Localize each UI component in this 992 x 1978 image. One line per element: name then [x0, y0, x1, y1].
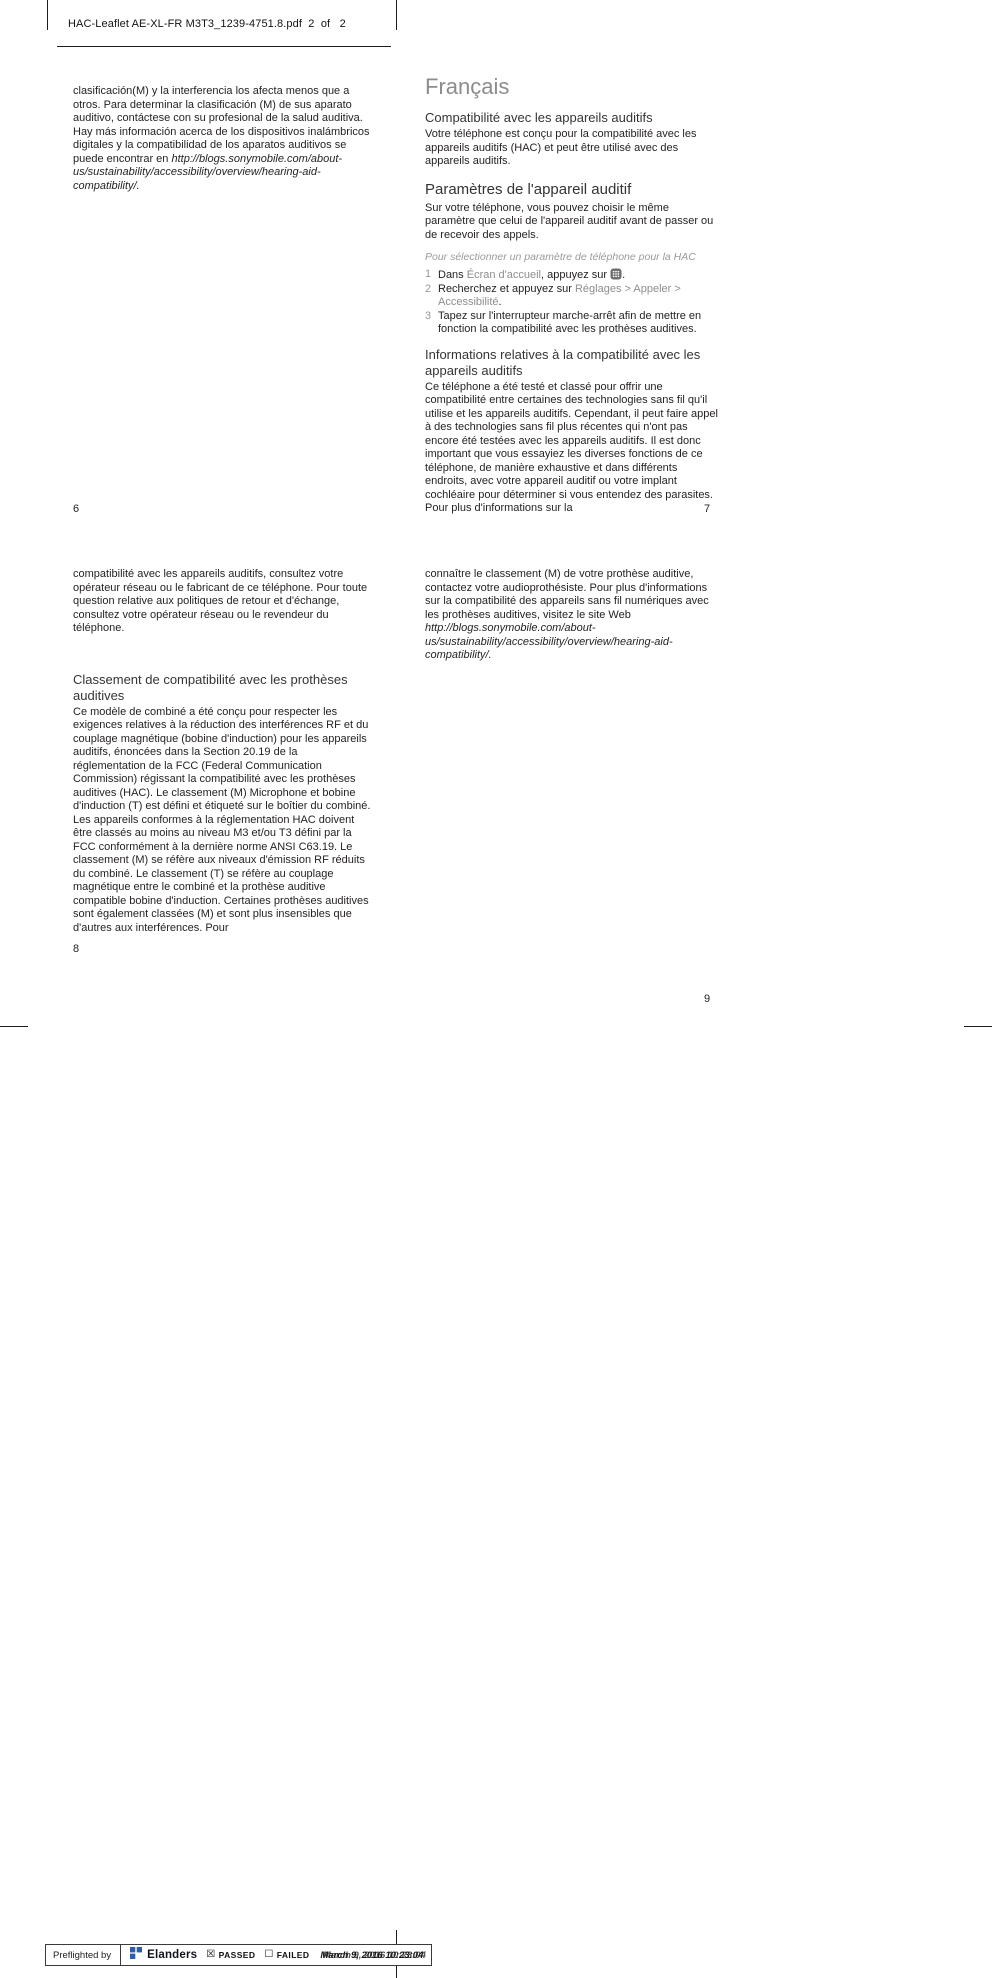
- paragraph: Ce modèle de combiné a été conçu pour respecter les exigences relatives à la réduction des interférences RF et du couplage magnétique (bobine d'induction) pour les appareils auditifs, énoncées dans la Section 20.19 de la réglementation de la FCC (Federal Communication Commission) régissant la compatibilité avec les prothèses auditives (HAC). Le classement (M) Microphone et bobine d'induction (T) est défini et étiqueté sur le boîtier du combiné. Les appareils conformes à la réglementation HAC doivent être classés au moins au niveau M3 et/ou T3 défini par la FCC conformément à la dernière norme ANSI C63.19. Le classement (M) se réfère aux niveaux d'émission RF réduits du combiné. Le classement (T) se réfère au couplage magnétique entre le combiné et la prothèse auditive compatible bobine d'induction. Certaines prothèses auditives sont également classées (M) et sont plus insensibles que d'autres aux interférences. Pour: [73, 705, 371, 934]
- page-number-7: 7: [704, 503, 711, 515]
- crop-mark-top-center: [396, 0, 397, 30]
- paragraph: [425, 568, 721, 663]
- crop-mark-mid-right: [964, 1026, 992, 1027]
- page-number-8: 8: [73, 943, 80, 955]
- preflight-footer: [45, 1944, 432, 1966]
- elanders-logo-icon: [130, 1946, 143, 1964]
- menu-path: Réglages > Appeler > Accessibilité: [438, 282, 681, 308]
- procedure-intro: Pour sélectionner un paramètre de téléphone pour la HAC: [425, 251, 696, 263]
- section-heading-hac-rating: Classement de compatibilité avec les prothèses auditives: [73, 671, 348, 703]
- paragraph: [73, 85, 373, 193]
- hac-url-link[interactable]: http://blogs.sonymobile.com/about-us/sustainability/accessibility/overview/hearing-aid-compatibility/.: [73, 152, 343, 192]
- page-6: [73, 85, 373, 193]
- footer-divider: [120, 1945, 121, 1965]
- page-number-6: 6: [73, 503, 80, 515]
- paragraph: Ce téléphone a été testé et classé pour offrir une compatibilité entre certaines des technologies sans fil qu'il utilise et les appareils auditifs. Cependant, il peut faire appel à des technologies sans fil plus récentes qui n'ont pas encore été testées avec les appareils auditifs. Il est donc important que vous essayiez les diverses fonctions de ce téléphone, de manière exhaustive et dans différents endroits, avec votre appareil auditif ou votre implant cochléaire pour déterminer si vous entendez des parasites. Pour plus d'informations sur la: [425, 380, 718, 514]
- ui-label-home-screen: Écran d'accueil: [466, 269, 541, 281]
- step-text-part: , appuyez sur: [541, 269, 611, 281]
- preflight-label: Preflighted by: [53, 1949, 112, 1961]
- section-heading-hearing-aid-settings: Paramètres de l'appareil auditif: [425, 180, 632, 198]
- failed-checkbox-icon: ☐: [264, 1949, 274, 1960]
- step-number: 3: [425, 309, 432, 322]
- procedure-step-2: [425, 283, 721, 310]
- language-title: Français: [425, 74, 510, 99]
- step-number: 2: [425, 282, 432, 295]
- section-heading-hac-info: Informations relatives à la compatibilité avec les appareils auditifs: [425, 346, 701, 378]
- preflight-date: March 9, 2016 10:23:04: [320, 1949, 424, 1961]
- procedure-step-1: [425, 268, 721, 283]
- page-number-9: 9: [704, 993, 711, 1005]
- elanders-brand: [130, 1946, 197, 1964]
- step-text-part: .: [622, 269, 626, 281]
- app-drawer-icon: [610, 269, 622, 281]
- hac-url-link[interactable]: http://blogs.sonymobile.com/about-us/sustainability/accessibility/overview/hearing-aid-compatibility/.: [425, 622, 673, 661]
- passed-checkbox-icon: ☒: [206, 1949, 216, 1960]
- procedure-step-3: [425, 310, 721, 337]
- page-8: [73, 568, 373, 957]
- paragraph: compatibilité avec les appareils auditifs, consultez votre opérateur réseau ou le fabricant de ce téléphone. Pour toute question relative aux politiques de retour et d'échange, consultez votre opérateur réseau ou le revendeur du téléphone.: [73, 568, 368, 634]
- step-number: 1: [425, 268, 432, 280]
- elanders-brand-name: Elanders: [147, 1949, 198, 1961]
- document-header-title: HAC-Leaflet AE-XL-FR M3T3_1239-4751.8.pdf 2 of 2: [68, 18, 346, 30]
- crop-mark-top-left: [47, 0, 48, 30]
- paragraph: Sur votre téléphone, vous pouvez choisir le même paramètre que celui de l'appareil auditif avant de passer ou de recevoir des appels.: [425, 201, 714, 241]
- paragraph: Votre téléphone est conçu pour la compatibilité avec les appareils auditifs (HAC) et peut être utilisé avec des appareils auditifs.: [425, 128, 697, 167]
- header-rule: [57, 46, 391, 47]
- failed-indicator: [264, 1950, 309, 1960]
- section-heading-compatibility: Compatibilité avec les appareils auditifs: [425, 110, 653, 125]
- passed-indicator: [206, 1950, 255, 1960]
- failed-label: FAILED: [276, 1950, 310, 1960]
- passed-label: PASSED: [218, 1950, 256, 1960]
- body-text: connaître le classement (M) de votre prothèse auditive, contactez votre audioprothésiste. Pour plus d'informations sur la compatibilité des appareils sans fil numériques avec les prothèses auditives, visitez le site Web: [425, 568, 709, 621]
- step-text-part: Recherchez et appuyez sur: [438, 282, 575, 295]
- page-7: [425, 74, 721, 516]
- page-9: [425, 568, 721, 663]
- procedure-steps: [425, 268, 721, 337]
- step-text-part: .: [498, 296, 502, 308]
- body-text: clasificación(M) y la interferencia los afecta menos que a otros. Para determinar la clasificación (M) de sus aparato auditivo, contáctese con su profesional de la salud auditiva. Hay más información acerca de los dispositivos inalámbricos digitales y la compatibilidad de los aparatos auditivos se puede encontrar en: [73, 85, 370, 165]
- step-text-part: Dans: [438, 269, 467, 281]
- step-text: [438, 268, 625, 283]
- crop-mark-mid-left: [0, 1026, 28, 1027]
- step-text: [438, 283, 721, 310]
- step-text: Tapez sur l'interrupteur marche-arrêt afin de mettre en fonction la compatibilité avec les prothèses auditives.: [438, 309, 702, 335]
